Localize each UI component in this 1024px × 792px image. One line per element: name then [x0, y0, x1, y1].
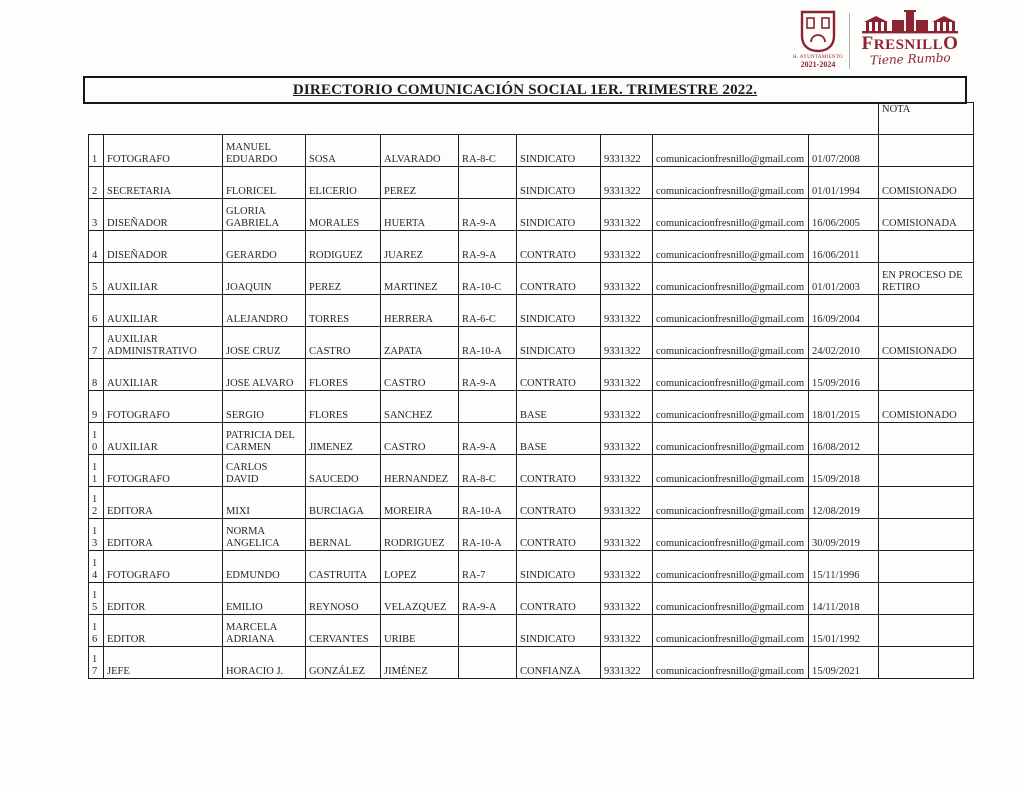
cell-email: comunicacionfresnillo@gmail.com [653, 423, 809, 455]
cell-position: FOTOGRAFO [104, 135, 223, 167]
cell-email: comunicacionfresnillo@gmail.com [653, 583, 809, 615]
cell-row-number: 10 [89, 423, 104, 455]
cell-row-number: 8 [89, 359, 104, 391]
directory-body [89, 103, 974, 679]
cell-note [879, 359, 974, 391]
cell-last-name-maternal: HERNANDEZ [381, 455, 459, 487]
cell-row-number: 13 [89, 519, 104, 551]
cell-last-name-maternal: ALVARADO [381, 135, 459, 167]
cell-phone: 9331322 [601, 295, 653, 327]
cell-row-number: 7 [89, 327, 104, 359]
cell-last-name-maternal: LOPEZ [381, 551, 459, 583]
cell-row-number: 4 [89, 231, 104, 263]
cell-start-date: 15/01/1992 [809, 615, 879, 647]
cell-employment-type: SINDICATO [517, 551, 601, 583]
cell-row-number: 3 [89, 199, 104, 231]
cell-last-name-paternal: BERNAL [306, 519, 381, 551]
cell-position: FOTOGRAFO [104, 455, 223, 487]
cell-last-name-maternal: PEREZ [381, 167, 459, 199]
cell-pay-grade: RA-10-A [459, 327, 517, 359]
cell-last-name-maternal: CASTRO [381, 359, 459, 391]
cell-phone: 9331322 [601, 327, 653, 359]
city-crest [795, 10, 841, 69]
cell-position: AUXILIAR [104, 263, 223, 295]
table-row [89, 135, 974, 167]
cell-first-name: ALEJANDRO [223, 295, 306, 327]
cell-employment-type: CONTRATO [517, 487, 601, 519]
cell-last-name-paternal: ELICERIO [306, 167, 381, 199]
cell-position: EDITORA [104, 519, 223, 551]
cell-last-name-paternal: SAUCEDO [306, 455, 381, 487]
cell-start-date: 15/09/2016 [809, 359, 879, 391]
cell-employment-type: CONTRATO [517, 455, 601, 487]
cell-employment-type: CONFIANZA [517, 647, 601, 679]
cell-note: COMISIONADO [879, 327, 974, 359]
title-box [83, 76, 967, 104]
cell-pay-grade [459, 391, 517, 423]
cell-employment-type: CONTRATO [517, 231, 601, 263]
cell-first-name: MARCELA ADRIANA [223, 615, 306, 647]
cell-note [879, 615, 974, 647]
cell-phone: 9331322 [601, 487, 653, 519]
cell-row-number: 17 [89, 647, 104, 679]
cell-last-name-paternal: CASTRO [306, 327, 381, 359]
cell-note [879, 295, 974, 327]
cell-first-name: MIXI [223, 487, 306, 519]
cell-email: comunicacionfresnillo@gmail.com [653, 487, 809, 519]
cell-email: comunicacionfresnillo@gmail.com [653, 199, 809, 231]
cell-phone: 9331322 [601, 167, 653, 199]
cell-first-name: PATRICIA DEL CARMEN [223, 423, 306, 455]
cell-last-name-paternal: FLORES [306, 391, 381, 423]
cell-note [879, 583, 974, 615]
cell-start-date: 15/09/2021 [809, 647, 879, 679]
cell-position: EDITOR [104, 583, 223, 615]
cell-employment-type: BASE [517, 423, 601, 455]
cell-start-date: 30/09/2019 [809, 519, 879, 551]
cell-first-name: JOSE CRUZ [223, 327, 306, 359]
crest-caption: H. AYUNTAMIENTO [793, 55, 843, 60]
cell-last-name-maternal: RODRIGUEZ [381, 519, 459, 551]
cell-pay-grade: RA-8-C [459, 135, 517, 167]
table-row [89, 583, 974, 615]
cell-employment-type: SINDICATO [517, 135, 601, 167]
table-row [89, 295, 974, 327]
page-title: DIRECTORIO COMUNICACIÓN SOCIAL 1ER. TRIMESTRE 2022. [292, 81, 758, 98]
cell-email: comunicacionfresnillo@gmail.com [653, 135, 809, 167]
table-row [89, 647, 974, 679]
cell-row-number: 5 [89, 263, 104, 295]
cell-note [879, 647, 974, 679]
cell-employment-type: SINDICATO [517, 167, 601, 199]
cell-phone: 9331322 [601, 135, 653, 167]
cell-start-date: 01/07/2008 [809, 135, 879, 167]
cell-last-name-maternal: CASTRO [381, 423, 459, 455]
cell-last-name-maternal: VELAZQUEZ [381, 583, 459, 615]
cell-phone: 9331322 [601, 551, 653, 583]
cell-email: comunicacionfresnillo@gmail.com [653, 359, 809, 391]
cell-last-name-paternal: FLORES [306, 359, 381, 391]
cell-row-number: 11 [89, 455, 104, 487]
cell-position: DISEÑADOR [104, 231, 223, 263]
cell-start-date: 01/01/2003 [809, 263, 879, 295]
crest-years: 2021-2024 [800, 60, 836, 69]
cell-first-name: MANUEL EDUARDO [223, 135, 306, 167]
cell-employment-type: SINDICATO [517, 295, 601, 327]
cell-last-name-maternal: ZAPATA [381, 327, 459, 359]
logo-divider [849, 13, 850, 69]
cell-start-date: 18/01/2015 [809, 391, 879, 423]
cell-pay-grade: RA-9-A [459, 231, 517, 263]
cell-start-date: 14/11/2018 [809, 583, 879, 615]
cell-last-name-maternal: JIMÉNEZ [381, 647, 459, 679]
cell-note: EN PROCESO DE RETIRO [879, 263, 974, 295]
brand-mid-letters: RESNILL [873, 37, 944, 53]
cell-start-date: 15/11/1996 [809, 551, 879, 583]
cell-position: FOTOGRAFO [104, 551, 223, 583]
cell-employment-type: CONTRATO [517, 359, 601, 391]
brand-block [858, 10, 962, 66]
cell-email: comunicacionfresnillo@gmail.com [653, 295, 809, 327]
table-row [89, 615, 974, 647]
cell-row-number: 15 [89, 583, 104, 615]
cell-employment-type: CONTRATO [517, 519, 601, 551]
cell-last-name-maternal: SANCHEZ [381, 391, 459, 423]
cell-last-name-maternal: MOREIRA [381, 487, 459, 519]
cell-row-number: 16 [89, 615, 104, 647]
cell-pay-grade: RA-10-A [459, 487, 517, 519]
cell-phone: 9331322 [601, 359, 653, 391]
cell-email: comunicacionfresnillo@gmail.com [653, 263, 809, 295]
cell-row-number: 6 [89, 295, 104, 327]
table-row [89, 167, 974, 199]
cell-last-name-maternal: HUERTA [381, 199, 459, 231]
cell-last-name-maternal: HERRERA [381, 295, 459, 327]
table-row [89, 551, 974, 583]
cell-phone: 9331322 [601, 455, 653, 487]
cell-first-name: JOSE ALVARO [223, 359, 306, 391]
cell-employment-type: CONTRATO [517, 263, 601, 295]
cell-start-date: 15/09/2018 [809, 455, 879, 487]
cell-note [879, 231, 974, 263]
cell-last-name-paternal: RODIGUEZ [306, 231, 381, 263]
table-row [89, 423, 974, 455]
cell-phone: 9331322 [601, 263, 653, 295]
table-row [89, 487, 974, 519]
cell-phone: 9331322 [601, 199, 653, 231]
cell-row-number: 2 [89, 167, 104, 199]
cell-last-name-paternal: BURCIAGA [306, 487, 381, 519]
cell-note [879, 135, 974, 167]
cell-last-name-paternal: JIMENEZ [306, 423, 381, 455]
cell-pay-grade: RA-6-C [459, 295, 517, 327]
cell-row-number: 9 [89, 391, 104, 423]
cell-first-name: HORACIO J. [223, 647, 306, 679]
cell-position: FOTOGRAFO [104, 391, 223, 423]
cell-start-date: 16/06/2011 [809, 231, 879, 263]
table-row [89, 327, 974, 359]
cell-start-date: 01/01/1994 [809, 167, 879, 199]
cell-row-number: 12 [89, 487, 104, 519]
cell-note [879, 487, 974, 519]
nota-column-header: NOTA [879, 103, 974, 135]
cell-email: comunicacionfresnillo@gmail.com [653, 551, 809, 583]
table-row [89, 391, 974, 423]
cell-pay-grade [459, 615, 517, 647]
cell-phone: 9331322 [601, 423, 653, 455]
cell-employment-type: SINDICATO [517, 199, 601, 231]
cell-note [879, 455, 974, 487]
cell-email: comunicacionfresnillo@gmail.com [653, 167, 809, 199]
cell-note [879, 423, 974, 455]
cell-pay-grade: RA-7 [459, 551, 517, 583]
cell-phone: 9331322 [601, 231, 653, 263]
cell-last-name-paternal: MORALES [306, 199, 381, 231]
cell-phone: 9331322 [601, 583, 653, 615]
cell-last-name-maternal: JUAREZ [381, 231, 459, 263]
cell-first-name: EMILIO [223, 583, 306, 615]
cell-employment-type: CONTRATO [517, 583, 601, 615]
cell-last-name-maternal: URIBE [381, 615, 459, 647]
cell-note [879, 551, 974, 583]
cell-employment-type: SINDICATO [517, 615, 601, 647]
cell-last-name-paternal: REYNOSO [306, 583, 381, 615]
cell-note: COMISIONADA [879, 199, 974, 231]
table-row [89, 199, 974, 231]
cell-position: JEFE [104, 647, 223, 679]
cell-email: comunicacionfresnillo@gmail.com [653, 615, 809, 647]
cell-phone: 9331322 [601, 519, 653, 551]
cell-start-date: 16/08/2012 [809, 423, 879, 455]
cell-last-name-paternal: GONZÁLEZ [306, 647, 381, 679]
cell-start-date: 16/09/2004 [809, 295, 879, 327]
cell-phone: 9331322 [601, 391, 653, 423]
directory-table [88, 102, 974, 679]
crest-shield-icon [799, 10, 837, 54]
table-row [89, 359, 974, 391]
cell-first-name: GERARDO [223, 231, 306, 263]
cell-pay-grade: RA-10-C [459, 263, 517, 295]
cell-first-name: SERGIO [223, 391, 306, 423]
cell-email: comunicacionfresnillo@gmail.com [653, 647, 809, 679]
cell-email: comunicacionfresnillo@gmail.com [653, 231, 809, 263]
cell-last-name-paternal: SOSA [306, 135, 381, 167]
cell-pay-grade: RA-10-A [459, 519, 517, 551]
cell-last-name-paternal: CERVANTES [306, 615, 381, 647]
cell-start-date: 16/06/2005 [809, 199, 879, 231]
cell-email: comunicacionfresnillo@gmail.com [653, 455, 809, 487]
cell-employment-type: BASE [517, 391, 601, 423]
brand-first-letter: F [861, 33, 874, 54]
cell-last-name-paternal: PEREZ [306, 263, 381, 295]
cell-last-name-paternal: TORRES [306, 295, 381, 327]
cell-phone: 9331322 [601, 647, 653, 679]
cell-row-number: 14 [89, 551, 104, 583]
cell-first-name: EDMUNDO [223, 551, 306, 583]
cell-note: COMISIONADO [879, 391, 974, 423]
cell-last-name-paternal: CASTRUITA [306, 551, 381, 583]
cell-first-name: FLORICEL [223, 167, 306, 199]
cell-pay-grade [459, 167, 517, 199]
cell-email: comunicacionfresnillo@gmail.com [653, 327, 809, 359]
cell-email: comunicacionfresnillo@gmail.com [653, 391, 809, 423]
cell-last-name-maternal: MARTINEZ [381, 263, 459, 295]
cell-employment-type: SINDICATO [517, 327, 601, 359]
cell-position: SECRETARIA [104, 167, 223, 199]
cell-pay-grade [459, 647, 517, 679]
cell-position: EDITOR [104, 615, 223, 647]
fresnillo-logo [795, 10, 963, 76]
cell-first-name: JOAQUIN [223, 263, 306, 295]
cell-row-number: 1 [89, 135, 104, 167]
cell-position: EDITORA [104, 487, 223, 519]
cell-position: AUXILIAR ADMINISTRATIVO [104, 327, 223, 359]
cell-start-date: 24/02/2010 [809, 327, 879, 359]
brand-tagline: Tiene Rumbo [869, 50, 951, 68]
cell-position: AUXILIAR [104, 295, 223, 327]
cell-pay-grade: RA-8-C [459, 455, 517, 487]
cell-pay-grade: RA-9-A [459, 583, 517, 615]
cell-position: AUXILIAR [104, 359, 223, 391]
table-row [89, 231, 974, 263]
cell-pay-grade: RA-9-A [459, 423, 517, 455]
cell-phone: 9331322 [601, 615, 653, 647]
cell-email: comunicacionfresnillo@gmail.com [653, 519, 809, 551]
cell-note [879, 519, 974, 551]
table-row [89, 263, 974, 295]
brand-last-letter: O [943, 33, 959, 54]
cell-position: DISEÑADOR [104, 199, 223, 231]
cell-first-name: CARLOS DAVID [223, 455, 306, 487]
cell-position: AUXILIAR [104, 423, 223, 455]
cell-note: COMISIONADO [879, 167, 974, 199]
cell-pay-grade: RA-9-A [459, 359, 517, 391]
cell-pay-grade: RA-9-A [459, 199, 517, 231]
header-row [89, 103, 974, 135]
cell-first-name: GLORIA GABRIELA [223, 199, 306, 231]
cell-first-name: NORMA ANGELICA [223, 519, 306, 551]
cell-start-date: 12/08/2019 [809, 487, 879, 519]
table-row [89, 455, 974, 487]
table-row [89, 519, 974, 551]
